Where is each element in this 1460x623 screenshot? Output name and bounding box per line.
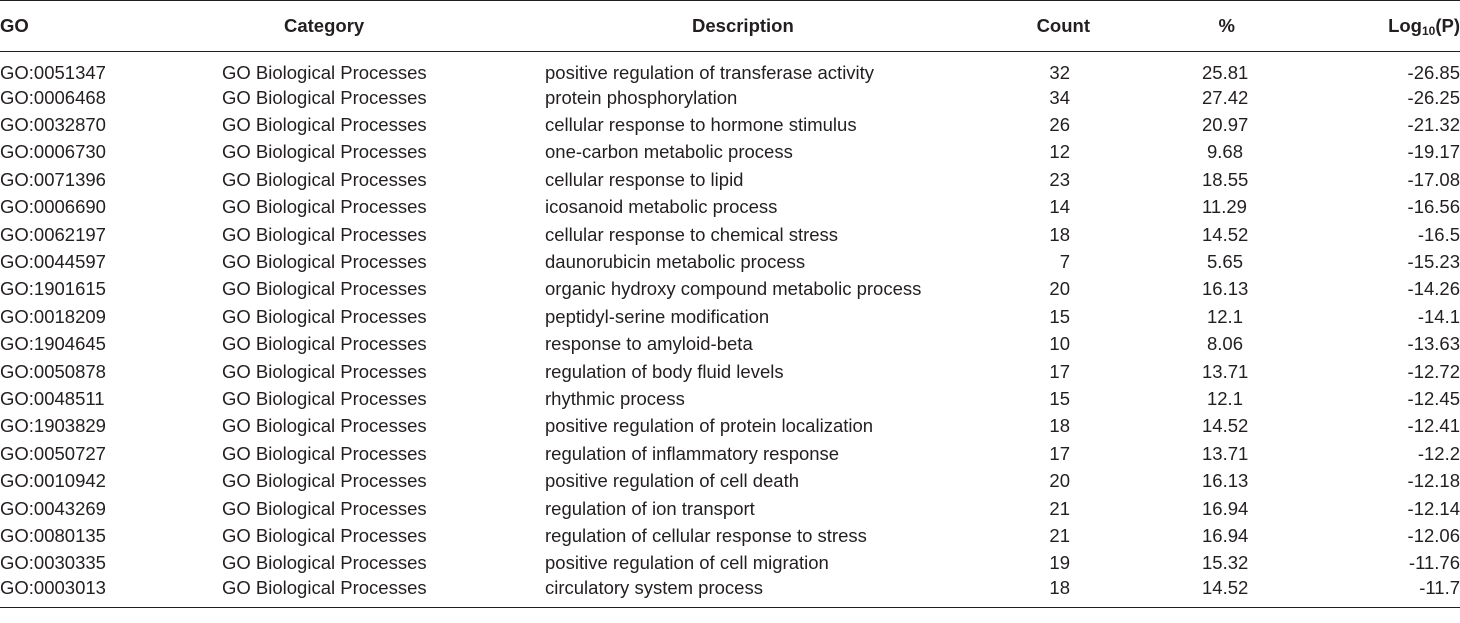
cell-log10-p: -15.23: [1407, 251, 1460, 273]
cell-log10-p: -14.1: [1417, 305, 1460, 327]
cell-category: GO Biological Processes: [222, 278, 427, 300]
cell-category: GO Biological Processes: [222, 360, 427, 382]
table-row: [0, 52, 1460, 85]
cell-go-id: GO:0006690: [0, 196, 106, 218]
cell-percent: 12.1: [1206, 387, 1243, 409]
cell-description: regulation of ion transport: [545, 497, 755, 519]
cell-description: icosanoid metabolic process: [545, 196, 778, 218]
cell-count: 20: [1049, 470, 1070, 492]
cell-count: 15: [1049, 387, 1070, 409]
cell-count: 14: [1049, 196, 1070, 218]
cell-go-id: GO:0062197: [0, 223, 106, 245]
cell-go-id: GO:0018209: [0, 305, 106, 327]
cell-go-id: GO:0003013: [0, 577, 222, 608]
cell-go-id: GO:0080135: [0, 524, 106, 546]
cell-count: 23: [1049, 168, 1070, 190]
cell-log10-p: -12.45: [1407, 387, 1460, 409]
cell-go-id: GO:0030335: [0, 552, 106, 574]
cell-description: regulation of inflammatory response: [545, 442, 840, 464]
cell-log10-p: -12.72: [1407, 360, 1460, 382]
cell-log10-p: -26.25: [1407, 86, 1460, 108]
cell-count: 7: [1059, 251, 1070, 273]
cell-description: regulation of body fluid levels: [545, 360, 784, 382]
cell-percent: 20.97: [1202, 114, 1249, 136]
cell-go-id: GO:0050878: [0, 360, 106, 382]
cell-go-id: GO:0051347: [0, 62, 106, 83]
cell-description: positive regulation of transferase activity: [545, 62, 875, 83]
cell-category: GO Biological Processes: [222, 577, 545, 608]
cell-percent: 8.06: [1206, 333, 1243, 355]
cell-log10-p: -11.76: [1408, 552, 1460, 574]
table-row: [0, 522, 1460, 549]
cell-log10-p: -19.17: [1407, 141, 1460, 163]
cell-percent: 15.32: [1202, 552, 1249, 574]
cell-category: GO Biological Processes: [222, 86, 427, 108]
cell-log10-p: -12.2: [1417, 442, 1460, 464]
cell-log10-p: -12.41: [1407, 415, 1460, 437]
table-row: [0, 276, 1460, 303]
cell-percent: 11.29: [1202, 196, 1247, 218]
cell-percent: 13.71: [1202, 442, 1249, 464]
cell-percent: 14.52: [1202, 577, 1335, 608]
cell-go-id: GO:0032870: [0, 114, 106, 136]
header-log-suffix: (P): [1435, 14, 1460, 36]
cell-description: positive regulation of protein localization: [545, 415, 874, 437]
cell-category: GO Biological Processes: [222, 141, 427, 163]
cell-category: GO Biological Processes: [222, 251, 427, 273]
cell-count: 21: [1049, 524, 1070, 546]
cell-category: GO Biological Processes: [222, 497, 427, 519]
cell-log10-p: -16.5: [1417, 223, 1460, 245]
cell-log10-p: -13.63: [1407, 333, 1460, 355]
cell-go-id: GO:1903829: [0, 415, 106, 437]
cell-percent: 9.68: [1206, 141, 1243, 163]
table-row: [0, 221, 1460, 248]
cell-go-id: GO:0006730: [0, 141, 106, 163]
cell-description: response to amyloid-beta: [545, 333, 753, 355]
cell-log10-p: -16.56: [1407, 196, 1460, 218]
cell-description: positive regulation of cell death: [545, 470, 800, 492]
cell-percent: 16.94: [1202, 524, 1249, 546]
cell-log10-p: -12.14: [1407, 497, 1460, 519]
cell-category: GO Biological Processes: [222, 114, 427, 136]
table-row: [0, 111, 1460, 138]
cell-log10-p: -12.06: [1407, 524, 1460, 546]
cell-category: GO Biological Processes: [222, 333, 427, 355]
cell-go-id: GO:0043269: [0, 497, 106, 519]
cell-percent: 18.55: [1202, 168, 1249, 190]
cell-count: 12: [1049, 141, 1070, 163]
cell-description: cellular response to hormone stimulus: [545, 114, 857, 136]
table-row: [0, 550, 1460, 577]
cell-go-id: GO:0050727: [0, 442, 106, 464]
cell-description: cellular response to lipid: [545, 168, 744, 190]
cell-go-id: GO:0006468: [0, 86, 106, 108]
cell-count: 26: [1049, 114, 1070, 136]
table-row: [0, 385, 1460, 412]
header-go: GO: [0, 1, 222, 52]
cell-percent: 13.71: [1202, 360, 1249, 382]
header-count: Count: [975, 1, 1202, 52]
table-row: [0, 358, 1460, 385]
cell-go-id: GO:1904645: [0, 333, 106, 355]
cell-description: protein phosphorylation: [545, 86, 738, 108]
cell-count: 17: [1049, 360, 1070, 382]
cell-go-id: GO:0048511: [0, 387, 105, 409]
table-body: [0, 52, 1460, 608]
cell-percent: 25.81: [1202, 62, 1249, 83]
cell-category: GO Biological Processes: [222, 415, 427, 437]
header-log-prefix: Log: [1388, 14, 1422, 36]
cell-log10-p: -12.18: [1407, 470, 1460, 492]
cell-percent: 12.1: [1206, 305, 1243, 327]
cell-log10-p: -11.7: [1335, 577, 1460, 608]
header-percent: %: [1202, 1, 1335, 52]
cell-description: circulatory system process: [545, 577, 975, 608]
cell-go-id: GO:0071396: [0, 168, 106, 190]
cell-log10-p: -17.08: [1407, 168, 1460, 190]
cell-count: 10: [1049, 333, 1070, 355]
table-row: [0, 166, 1460, 193]
cell-percent: 14.52: [1202, 223, 1249, 245]
table-row: [0, 413, 1460, 440]
table-header: [0, 1, 1460, 52]
cell-count: 20: [1049, 278, 1070, 300]
cell-description: one-carbon metabolic process: [545, 141, 793, 163]
cell-category: GO Biological Processes: [222, 223, 427, 245]
cell-go-id: GO:1901615: [0, 278, 106, 300]
cell-go-id: GO:0010942: [0, 470, 106, 492]
cell-category: GO Biological Processes: [222, 524, 427, 546]
header-row: [0, 1, 1460, 52]
cell-description: organic hydroxy compound metabolic process: [545, 278, 922, 300]
cell-log10-p: -26.85: [1407, 62, 1460, 83]
cell-log10-p: -21.32: [1407, 114, 1460, 136]
cell-description: regulation of cellular response to stress: [545, 524, 867, 546]
table-row: [0, 467, 1460, 494]
cell-percent: 16.13: [1202, 470, 1249, 492]
table-row: [0, 84, 1460, 111]
cell-description: rhythmic process: [545, 387, 685, 409]
cell-count: 34: [1049, 86, 1070, 108]
cell-description: positive regulation of cell migration: [545, 552, 829, 574]
cell-count: 18: [1049, 223, 1070, 245]
cell-description: peptidyl-serine modification: [545, 305, 770, 327]
cell-percent: 16.94: [1202, 497, 1249, 519]
cell-description: daunorubicin metabolic process: [545, 251, 806, 273]
cell-count: 32: [1049, 62, 1070, 83]
table-row: [0, 440, 1460, 467]
header-log10-p: [1335, 1, 1460, 52]
cell-category: GO Biological Processes: [222, 442, 427, 464]
table-row: [0, 577, 1460, 608]
cell-percent: 27.42: [1202, 86, 1249, 108]
cell-percent: 14.52: [1202, 415, 1249, 437]
cell-category: GO Biological Processes: [222, 196, 427, 218]
cell-percent: 5.65: [1206, 251, 1243, 273]
cell-category: GO Biological Processes: [222, 168, 427, 190]
header-description: Description: [545, 1, 975, 52]
cell-count: 15: [1049, 305, 1070, 327]
cell-category: GO Biological Processes: [222, 305, 427, 327]
cell-category: GO Biological Processes: [222, 470, 427, 492]
header-category: Category: [222, 1, 545, 52]
table-row: [0, 194, 1460, 221]
cell-count: 21: [1049, 497, 1070, 519]
table-row: [0, 139, 1460, 166]
cell-go-id: GO:0044597: [0, 251, 106, 273]
cell-count: 19: [1049, 552, 1070, 574]
cell-percent: 16.13: [1202, 278, 1249, 300]
cell-count: 17: [1049, 442, 1070, 464]
cell-count: 18: [1049, 415, 1070, 437]
cell-count: 18: [975, 577, 1202, 608]
header-log-subscript: 10: [1421, 23, 1436, 38]
cell-log10-p: -14.26: [1407, 278, 1460, 300]
table-row: [0, 331, 1460, 358]
cell-category: GO Biological Processes: [222, 387, 427, 409]
table-row: [0, 303, 1460, 330]
cell-category: GO Biological Processes: [222, 62, 427, 83]
cell-category: GO Biological Processes: [222, 552, 427, 574]
cell-description: cellular response to chemical stress: [545, 223, 839, 245]
table-row: [0, 248, 1460, 275]
table-row: [0, 495, 1460, 522]
